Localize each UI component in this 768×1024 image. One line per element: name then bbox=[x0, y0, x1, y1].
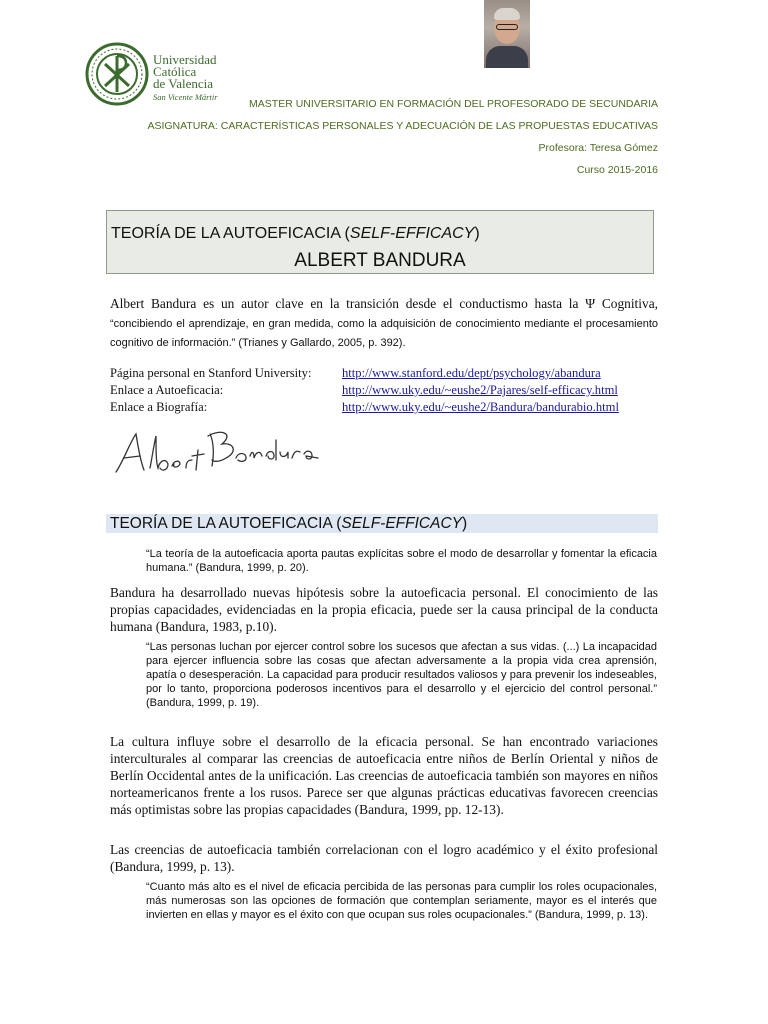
quote-1: “La teoría de la autoeficacia aporta pautas explícitas sobre el modo de desarrollar y fomentar la eficacia humana.” (Bandura, 1999, p. 20). bbox=[146, 548, 657, 574]
link-biography[interactable]: http://www.uky.edu/~eushe2/Bandura/bandurabio.html bbox=[342, 400, 619, 414]
author-name-title: ALBERT BANDURA bbox=[294, 250, 466, 271]
logo-line-4: San Vicente Mártir bbox=[153, 92, 218, 102]
quote-3: “Cuanto más alto es el nivel de eficacia percibida de las personas para cumplir los roles ocupacionales, más numerosas son las opciones de formación que contemplan seriamente, mayor es el interés que invierten en ellas y mayor es el éxito con que ocupan sus roles ocupacionales.” (Bandura, 1999, p. 13). bbox=[146, 881, 657, 921]
paragraph-3: Las creencias de autoeficacia también correlacionan con el logro académico y el éxito profesional (Bandura, 1999, p. 13). bbox=[110, 842, 658, 874]
section-title bbox=[110, 515, 467, 533]
section-close: ) bbox=[462, 515, 468, 532]
logo-line-3: de Valencia bbox=[153, 76, 214, 91]
author-photo bbox=[484, 0, 530, 68]
section-emphasis: SELF-EFFICACY bbox=[341, 515, 462, 532]
logo-line-1: Universidad bbox=[153, 52, 217, 67]
title-box bbox=[106, 210, 654, 274]
university-logo bbox=[85, 40, 225, 108]
paragraph-1: Bandura ha desarrollado nuevas hipótesis sobre la autoeficacia personal. El conocimiento de las propias capacidades, evidenciadas en la propia eficacia, puede ser la causa principal de la conducta humana (Bandura, 1983, p.10). bbox=[110, 585, 658, 634]
subject-title: ASIGNATURA: CARACTERÍSTICAS PERSONALES Y ADECUACIÓN DE LAS PROPUESTAS EDUCATIVAS bbox=[147, 120, 658, 132]
section-text: TEORÍA DE LA AUTOEFICACIA ( bbox=[110, 515, 342, 532]
intro-quote: “concibiendo el aprendizaje, en gran medida, como la adquisición de conocimiento mediante el procesamiento cognitivo de información.” (Trianes y Gallardo, 2005, p. 392). bbox=[110, 318, 658, 349]
title-text: TEORÍA DE LA AUTOEFICACIA ( bbox=[111, 225, 350, 242]
link-label: Enlace a Biografía: bbox=[110, 400, 208, 414]
paragraph-2: La cultura influye sobre el desarrollo de la eficacia personal. Se han encontrado variaciones interculturales al comparar las creencias de autoeficacia entre niños de Berlín Oriental y niños de Berlín Occidental antes de la unificación. Las creencias de autoeficacia también son mayores en niños norteamericanos frente a los rusos. Parece ser que algunas prácticas educativas favorecen creencias más optimistas sobre las propias capacidades (Bandura, 1999, pp. 12-13). bbox=[110, 734, 658, 817]
intro-text: Albert Bandura es un autor clave en la transición desde el conductismo hasta la Ψ Cognitiva, bbox=[110, 296, 658, 311]
link-label: Página personal en Stanford University: bbox=[110, 366, 312, 380]
university-seal-icon bbox=[85, 42, 149, 106]
program-title: MASTER UNIVERSITARIO EN FORMACIÓN DEL PROFESORADO DE SECUNDARIA bbox=[249, 98, 658, 110]
quote-2: “Las personas luchan por ejercer control sobre los sucesos que afectan a sus vidas. (...) La incapacidad para ejercer influencia sobre las cosas que afectan adversamente a la propia vida crea aprensión, apatía o desesperación. La capacidad para producir resultados valiosos y para prevenir los indeseables, por lo tanto, proporciona poderosos incentivos para el desarrollo y el ejercicio del control personal.” (Bandura, 1999, p. 19). bbox=[146, 641, 657, 709]
link-stanford[interactable]: http://www.stanford.edu/dept/psychology/abandura bbox=[342, 366, 601, 380]
link-label: Enlace a Autoeficacia: bbox=[110, 383, 224, 397]
section-heading bbox=[106, 514, 658, 533]
title-emphasis: SELF-EFFICACY bbox=[349, 225, 475, 242]
title-close: ) bbox=[474, 225, 480, 242]
signature-image bbox=[110, 420, 340, 480]
logo-line-2: Católica bbox=[153, 64, 197, 79]
intro-paragraph bbox=[110, 295, 658, 352]
document-title bbox=[111, 225, 480, 243]
link-self-efficacy[interactable]: http://www.uky.edu/~eushe2/Pajares/self-efficacy.html bbox=[342, 383, 618, 397]
university-name bbox=[153, 54, 218, 103]
teacher-name: Profesora: Teresa Gómez bbox=[538, 142, 658, 154]
course-year: Curso 2015-2016 bbox=[576, 164, 658, 176]
